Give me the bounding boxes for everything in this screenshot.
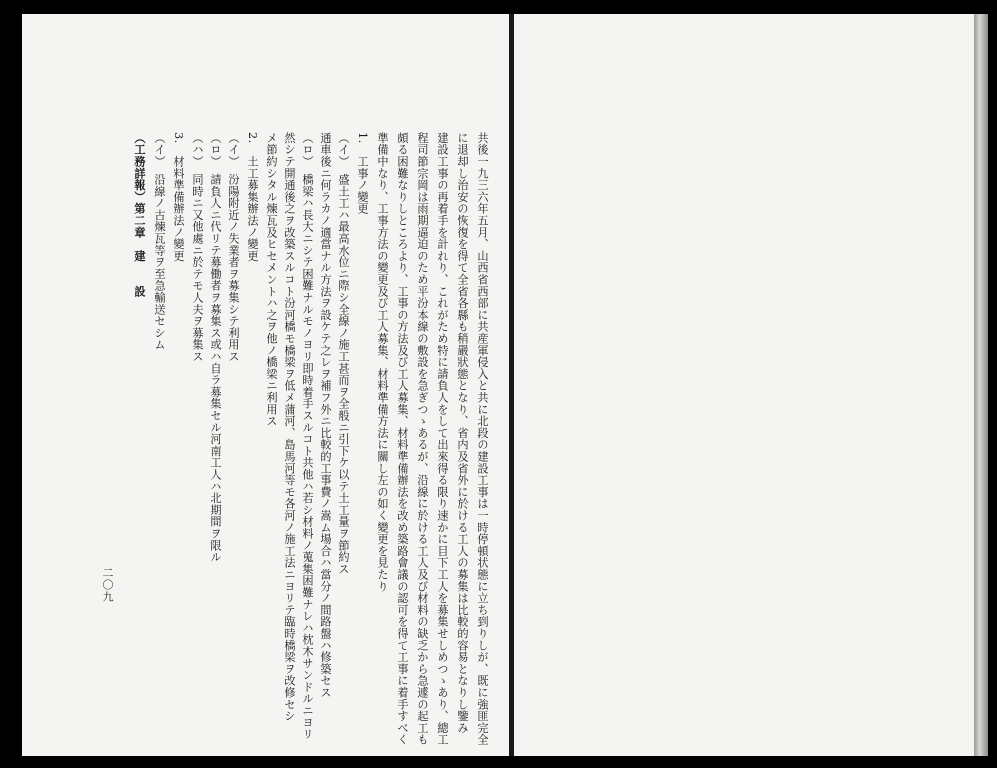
section-heading-1: 1. 工事ノ變更 [356,132,369,215]
body-line: 程司節宗岡は雨期逼迫のため平汾本線の敷設を急ぎつゝあるが、沿線に於ける工人及び材料の缺乏から急遽の起工も [416,132,429,746]
left-page [22,14,510,756]
page-edge [974,14,988,756]
section-2-item: （イ） 汾陽附近ノ失業者ヲ募集シテ利用ス [227,132,240,363]
section-3-item: （イ） 沿線ノ古煉瓦等ヲ至急輸送セシム [153,132,166,351]
body-line: に退却し治安の恢復を得て全省各縣も稍嚴狀態となり、省内及省外に於ける工人の募集は比較的容易となりし鑒み [456,132,469,734]
body-line: 準備中なり、工事方法の變更及び工人募集、材料準備方法に關し左の如く變更を見たり [376,132,389,593]
section-1-item: 然シテ開通後之ヲ改築スルコト汾河橋モ橋梁ヲ低メ蒲河、島馬河等モ各河ノ施工法ニヨリテ臨時橋梁ヲ改修セシ [283,132,296,722]
right-page-blank [514,14,974,756]
section-1-item: （ロ） 橋梁ハ長大ニシテ困難ナルモノヨリ即時着手スルコト共他ハ若シ材料ノ蒐集困難ナレハ枕木サンドルニヨリ [301,132,314,740]
body-line: 頗る困難なりしところより、工事の方法及び工人募集、材料準備辦法を改め築路會議の認可を得て工事に着手すべく [396,132,409,746]
section-1-item: メ節約シタル煉瓦及ヒセメントハ之ヲ他ノ橋梁ニ利用ス [265,132,278,427]
body-line: 建設工事の再着手を計れり、これがため特に請負人をして出來得る限り速かに目下工人を募集せしめつゝあり、總工 [436,132,449,746]
section-1-item: 通車後ニ何ラカノ適當ナル方法ヲ設ケテ之レヲ補フ外ニ比較的工事費ノ嵩ム場合ハ當分ノ間路盤ハ修築セス [319,132,332,699]
page-number: 二〇九 [101,567,114,603]
section-2-item: （ハ） 同時ニ又他處ニ於テモ人夫ヲ募集ス [191,132,204,363]
section-heading-3: 3. 材料準備辦法ノ變更 [172,132,185,262]
section-heading-2: 2. 土工募集辦法ノ變更 [246,132,259,262]
text-columns [130,132,492,746]
section-1-item: （イ） 盛土工ハ最高水位ニ際シ全線ノ施工甚而ヲ全般ニ引下ケ以テ土工量ヲ節約ス [337,132,350,575]
body-line: 共後一九三六年五月、山西省西部に共産軍侵入と共に北段の建設工事は一時停頓状態に立ち到りしが、既に強匪完全 [476,132,489,746]
section-2-item: （ロ） 請負人ニ代リテ募働者ヲ募集ス或ハ自ラ募集セル河南工人ハ北期間ヲ限ル [209,132,222,563]
running-head: （工務詳報）第二章 建 設 [133,132,147,298]
